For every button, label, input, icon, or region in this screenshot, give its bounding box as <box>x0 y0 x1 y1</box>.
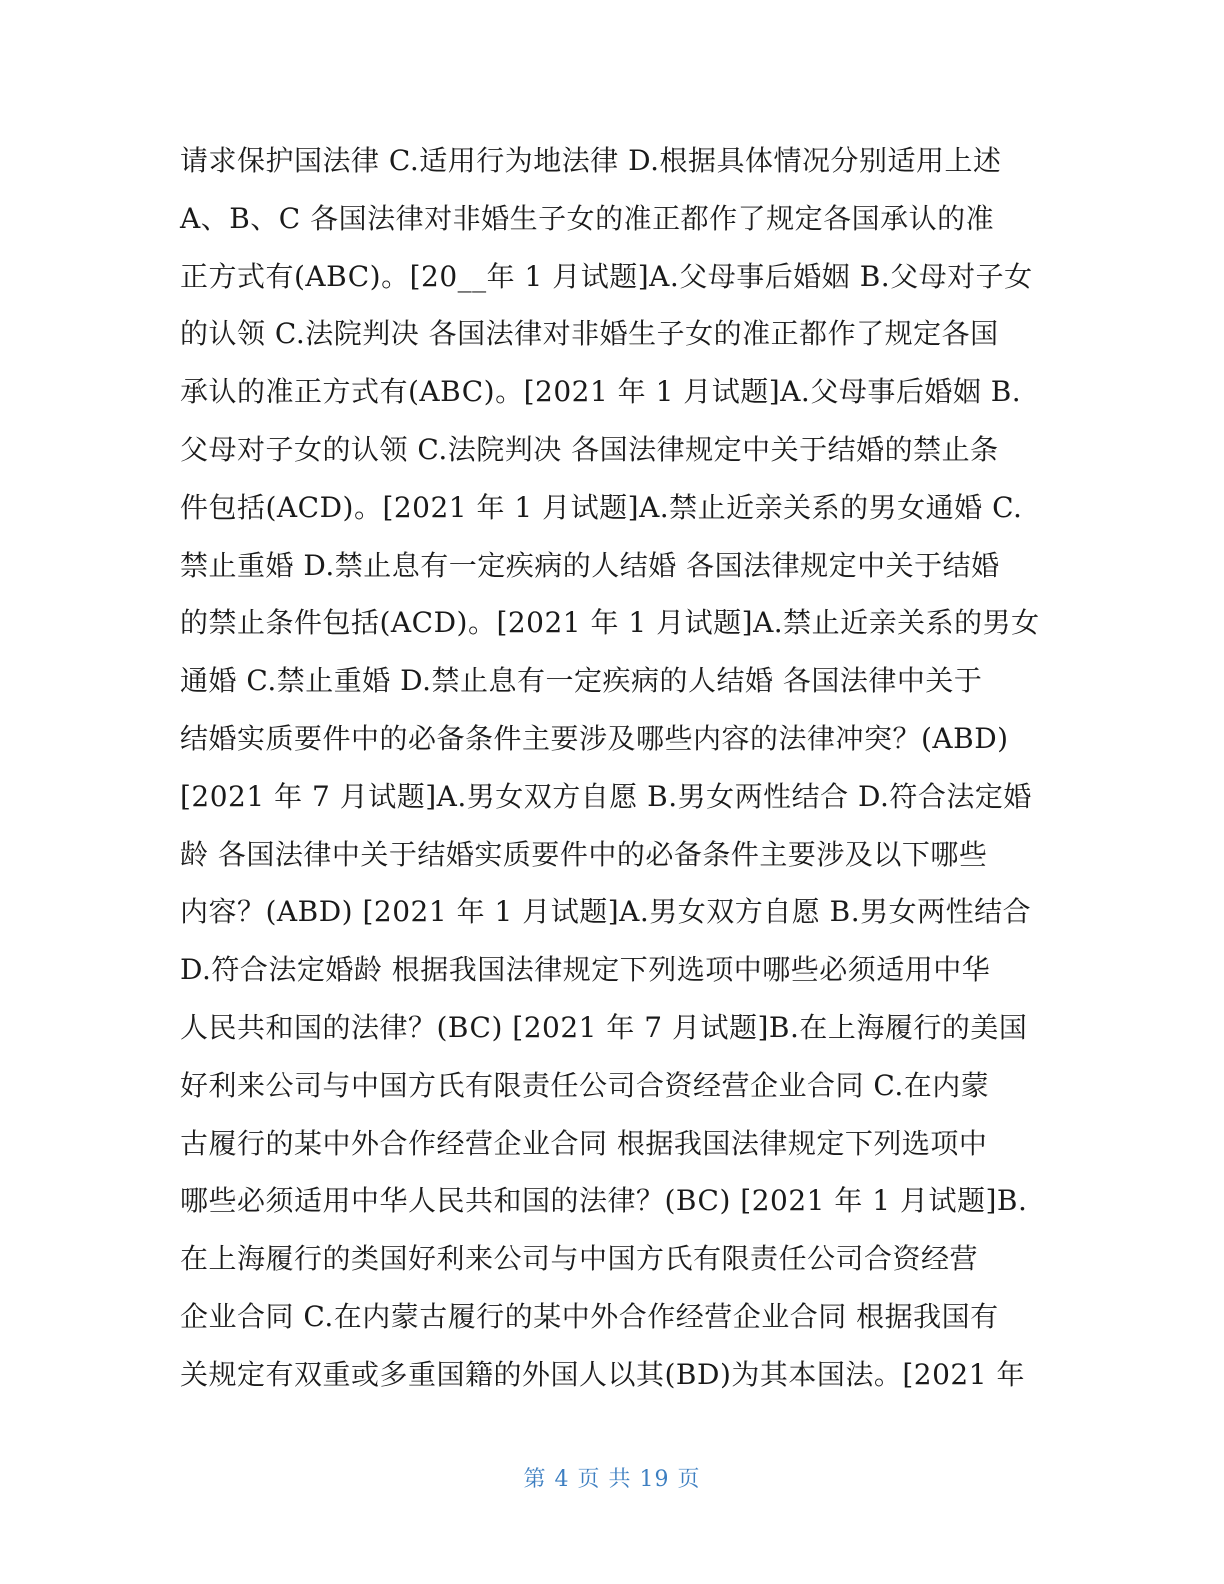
text-line: 禁止重婚 D.禁止息有一定疾病的人结婚 各国法律规定中关于结婚 <box>180 548 1000 582</box>
text-line: 企业合同 C.在内蒙古履行的某中外合作经营企业合同 根据我国有 <box>180 1299 999 1333</box>
text-line: 的认领 C.法院判决 各国法律对非婚生子女的准正都作了规定各国 <box>180 317 999 351</box>
text-line: 请求保护国法律 C.适用行为地法律 D.根据具体情况分别适用上述 <box>180 144 1002 177</box>
text-line: 承认的准正方式有(ABC)。[2021 年 1 月试题]A.父母事后婚姻 B. <box>180 375 1022 409</box>
text-line: 在上海履行的类国好利来公司与中国方氏有限责任公司合资经营 <box>180 1242 979 1276</box>
text-line: 龄 各国法律中关于结婚实质要件中的必备条件主要涉及以下哪些 <box>180 837 988 871</box>
text-line: 父母对子女的认领 C.法院判决 各国法律规定中关于结婚的禁止条 <box>180 432 999 466</box>
text-line: 的禁止条件包括(ACD)。[2021 年 1 月试题]A.禁止近亲关系的男女 <box>180 606 1040 640</box>
text-line: 人民共和国的法律？(BC) [2021 年 7 月试题]B.在上海履行的美国 <box>180 1010 1028 1044</box>
text-line: 件包括(ACD)。[2021 年 1 月试题]A.禁止近亲关系的男女通婚 C. <box>180 490 1023 524</box>
text-line: 正方式有(ABC)。[20__年 1 月试题]A.父母事后婚姻 B.父母对子女 <box>180 259 1033 293</box>
text-line: 通婚 C.禁止重婚 D.禁止息有一定疾病的人结婚 各国法律中关于 <box>180 664 983 698</box>
document-body <box>180 132 1040 1404</box>
text-line: [2021 年 7 月试题]A.男女双方自愿 B.男女两性结合 D.符合法定婚 <box>180 779 1032 813</box>
text-line: A、B、C 各国法律对非婚生子女的准正都作了规定各国承认的准 <box>180 201 995 235</box>
text-line: 关规定有双重或多重国籍的外国人以其(BD)为其本国法。[2021 年 <box>180 1357 1025 1391</box>
text-line: 内容？(ABD) [2021 年 1 月试题]A.男女双方自愿 B.男女两性结合 <box>180 895 1032 929</box>
text-line: D.符合法定婚龄 根据我国法律规定下列选项中哪些必须适用中华 <box>180 953 991 987</box>
text-line: 好利来公司与中国方氏有限责任公司合资经营企业合同 C.在内蒙 <box>180 1068 990 1102</box>
page-number-footer: 第 4 页 共 19 页 <box>523 1467 701 1492</box>
text-line: 古履行的某中外合作经营企业合同 根据我国法律规定下列选项中 <box>180 1126 988 1160</box>
text-line: 结婚实质要件中的必备条件主要涉及哪些内容的法律冲突？(ABD) <box>180 721 1009 755</box>
text-line: 哪些必须适用中华人民共和国的法律？(BC) [2021 年 1 月试题]B. <box>180 1184 1028 1218</box>
